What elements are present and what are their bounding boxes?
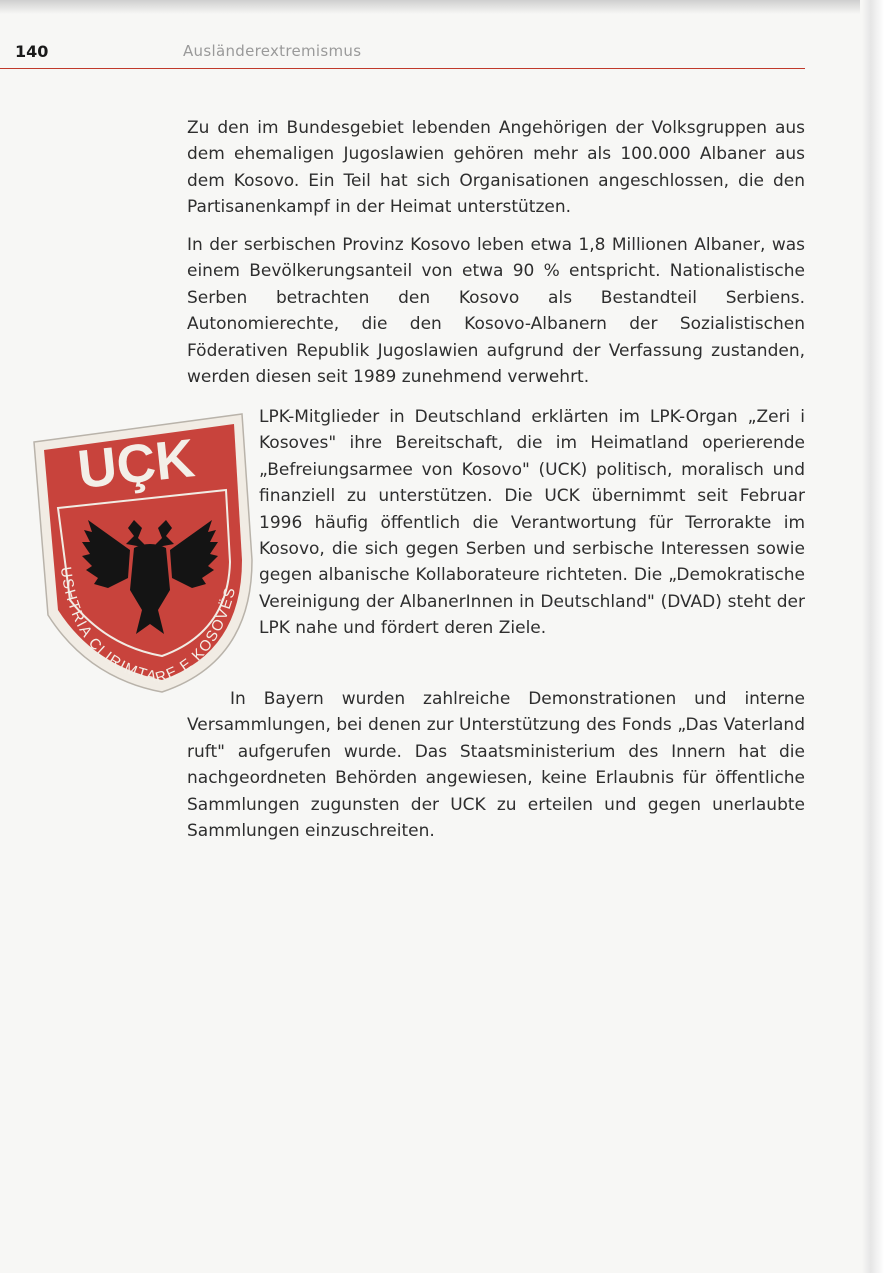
paragraph-3: LPK-Mitglieder in Deutschland erklärten im LPK-Organ „Zeri i Kosoves" ihre Bereitschaft, die im Heimatland operierende „Befreiungsarmee von Kosovo" (UCK) politisch, moralisch und finanziell zu unterstützen. Die UCK übernimmt seit Februar 1996 häufig öffentlich die Verantwortung für Terrorakte im Kosovo, die sich gegen Serben und serbische Interessen sowie gegen albanische Kollaborateure richteten. Die „Demokratische Vereinigung der AlbanerInnen in Deutschland" (DVAD) steht der LPK nahe und fördert deren Ziele. — [259, 407, 805, 639]
paragraph-4: In Bayern wurden zahlreiche Demonstrationen und interne Versammlungen, bei denen zur Unterstützung des Fonds „Das Vaterland ruft" aufgerufen wurde. Das Staatsministerium des Innern hat die nachgeordneten Behörden angewiesen, keine Erlaubnis für öffentliche Sammlungen zugunsten der UCK zu erteilen und gegen unerlaubte Sammlungen einzuschreiten. — [187, 689, 805, 842]
running-header — [0, 38, 805, 69]
paragraph-2: In der serbischen Provinz Kosovo leben etwa 1,8 Millionen Albaner, was einem Bevölkerungsanteil von etwa 90 % entspricht. Nationalistische Serben betrachten den Kosovo als Bestandteil Serbiens. Autonomierechte, die den Kosovo-Albanern der Sozialistischen Föderativen Republik Jugoslawien aufgrund der Verfassung zustanden, werden diesen seit 1989 zunehmend verwehrt. — [187, 235, 805, 388]
paragraph-1: Zu den im Bundesgebiet lebenden Angehörigen der Volksgruppen aus dem ehemaligen Jugoslawien gehören mehr als 100.000 Albaner aus dem Kosovo. Ein Teil hat sich Organisationen angeschlossen, die den Partisanenkampf in der Heimat unterstützen. — [187, 118, 805, 218]
uck-emblem — [30, 410, 260, 700]
page-top-shadow — [0, 0, 860, 14]
emblem-title: UÇK — [74, 428, 198, 501]
page-right-edge — [862, 0, 884, 1273]
running-title: Ausländerextremismus — [183, 42, 362, 60]
page-number: 140 — [15, 42, 49, 61]
emblem-ring-text: USHTRIA ÇLIRIMTARE E KOSOVËS — [56, 565, 240, 687]
